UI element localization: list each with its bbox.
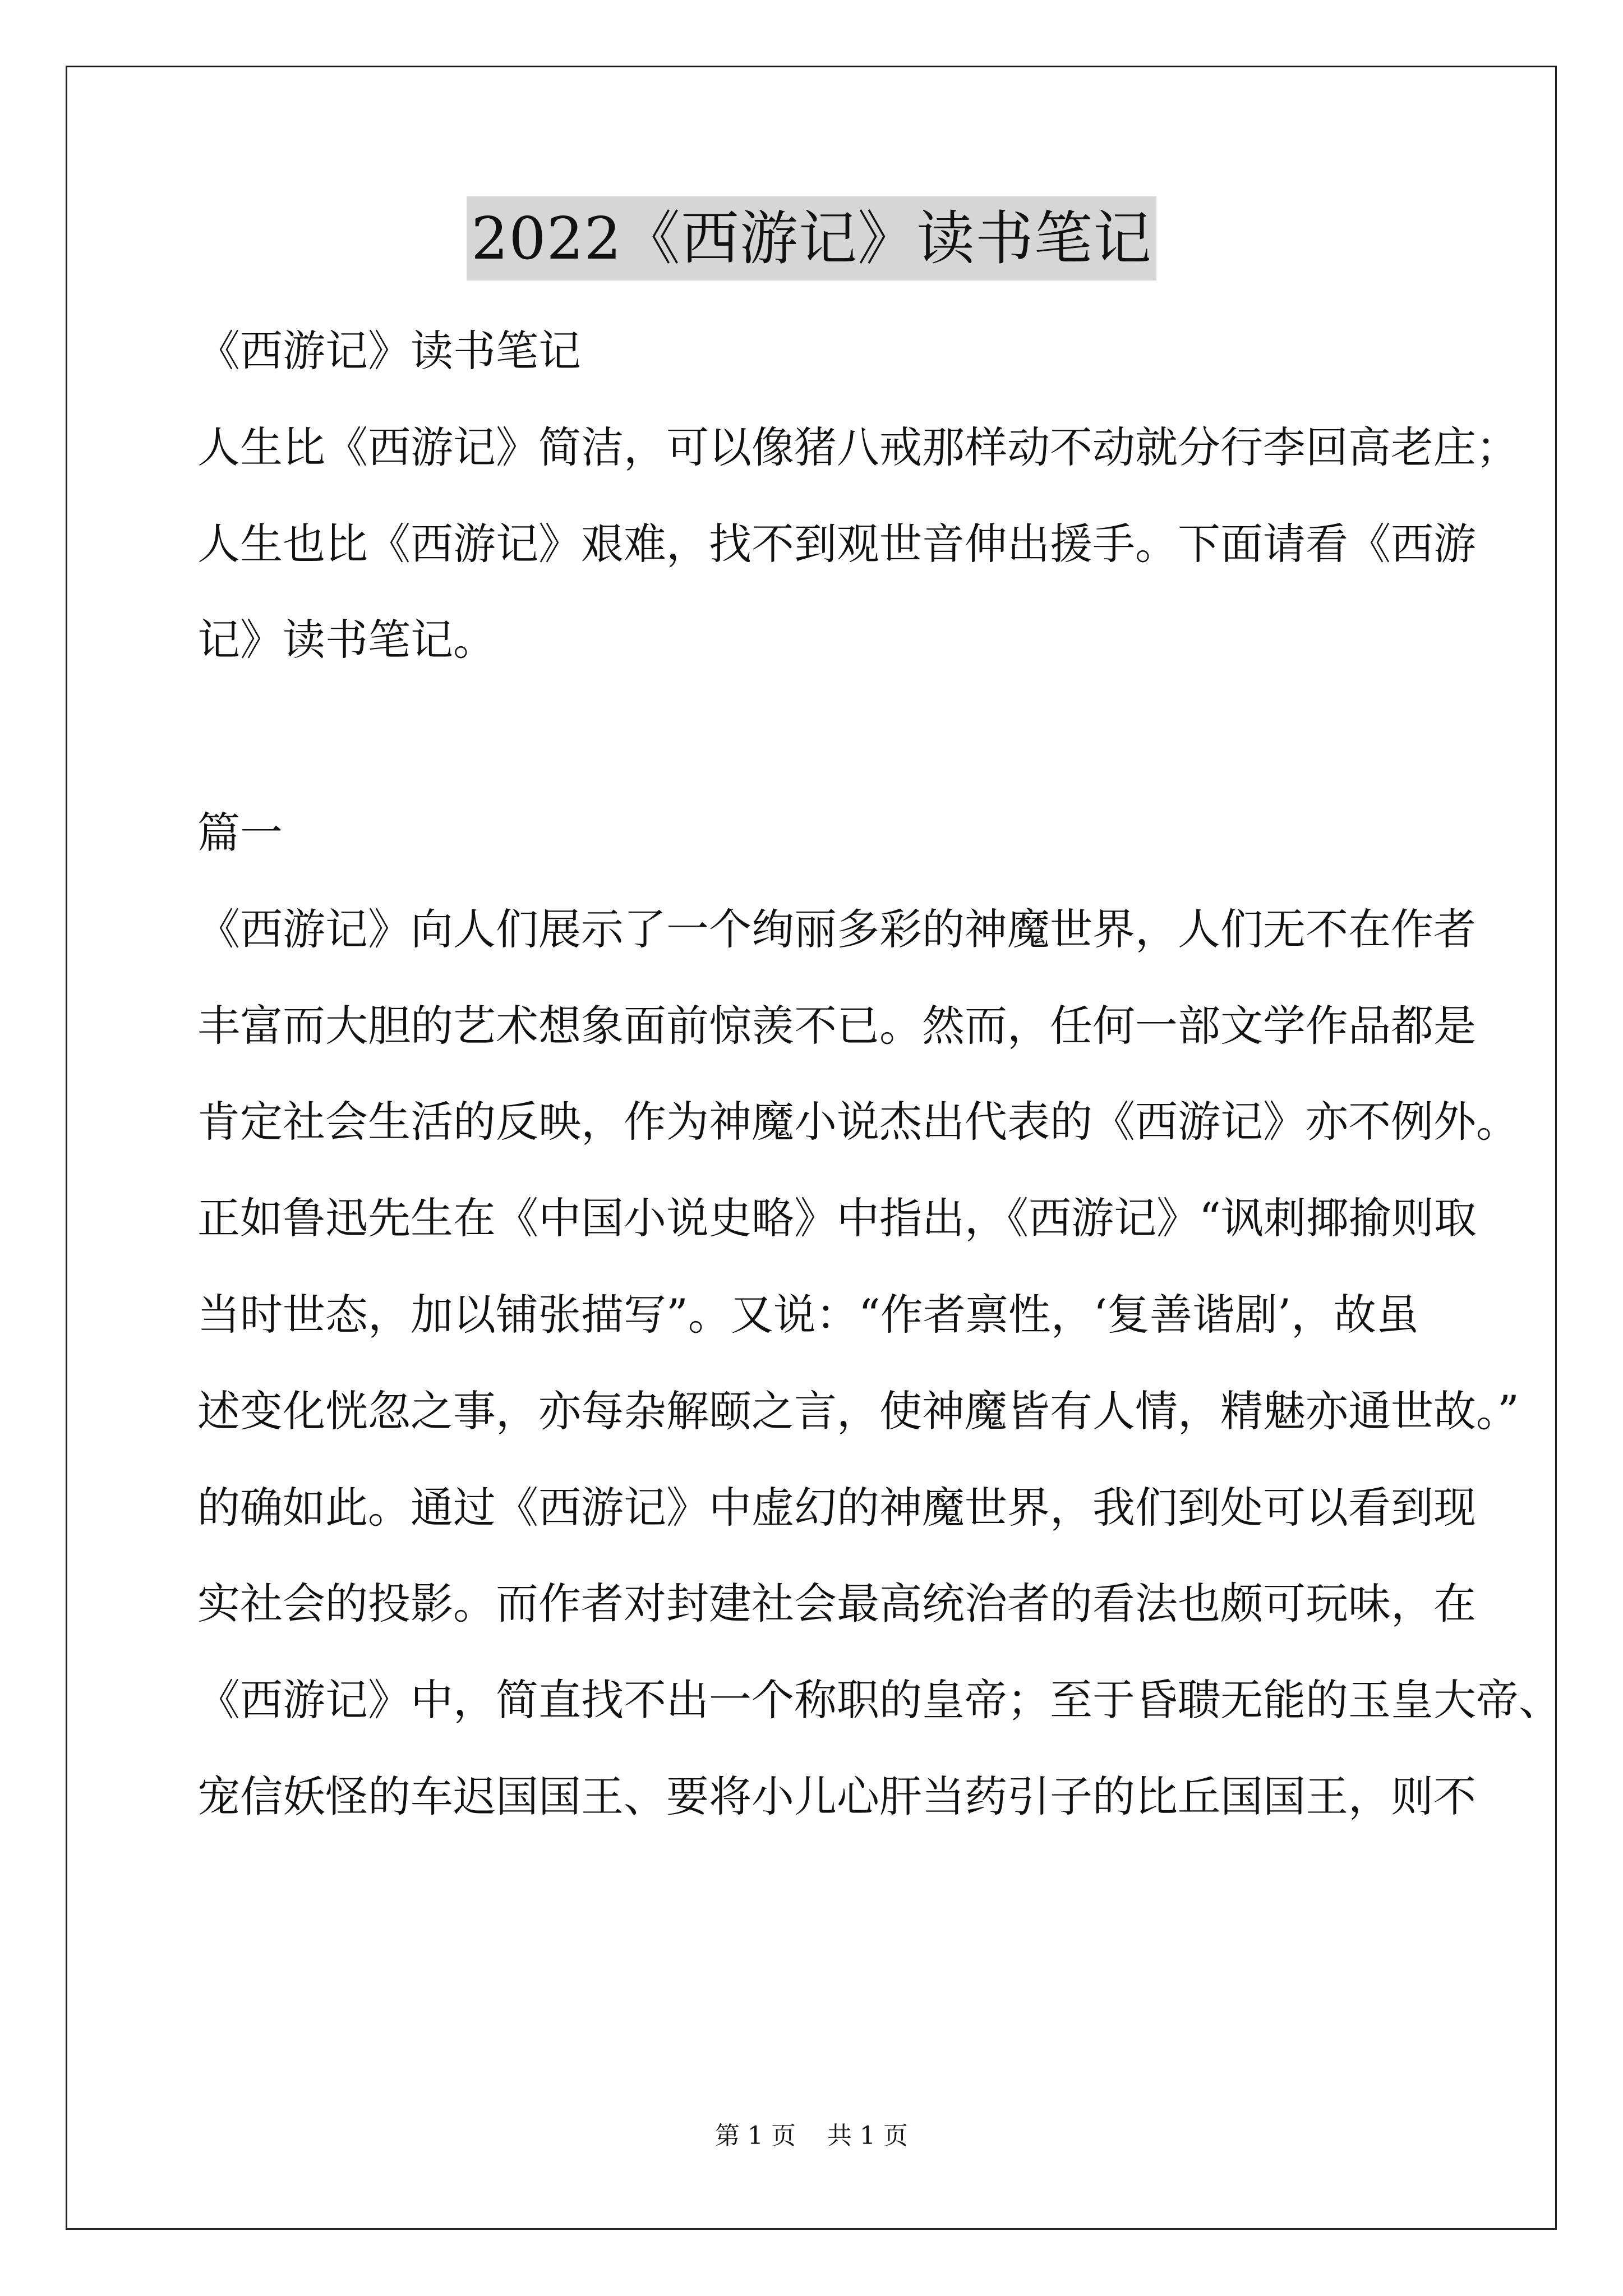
paragraph-line-5: 当时世态，加以铺张描写”。又说：“作者禀性，‘复善谐剧’，故虽 — [197, 1289, 1419, 1340]
paragraph-line-4: 正如鲁迅先生在《中国小说史略》中指出，《西游记》“讽刺揶揄则取 — [197, 1193, 1477, 1244]
paragraph-line-8: 实社会的投影。而作者对封建社会最高统治者的看法也颇可玩味，在 — [197, 1579, 1476, 1629]
blank-line — [197, 688, 1504, 785]
intro-line-3: 人生也比《西游记》艰难，找不到观世音伸出援手。下面请看《西游 — [197, 518, 1476, 569]
paragraph-line-3: 肯定社会生活的反映，作为神魔小说杰出代表的《西游记》亦不例外。 — [197, 1097, 1519, 1147]
paragraph-line-6: 述变化恍忽之事，亦每杂解颐之言，使神魔皆有人情，精魅亦通世故。” — [197, 1386, 1519, 1436]
paragraph-line-7: 的确如此。通过《西游记》中虚幻的神魔世界，我们到处可以看到现 — [197, 1482, 1476, 1533]
intro-line-4: 记》读书笔记。 — [197, 615, 496, 665]
paragraph-line-2: 丰富而大胆的艺术想象面前惊羡不已。然而，任何一部文学作品都是 — [197, 1000, 1476, 1051]
document-body — [197, 303, 1561, 1845]
page-footer: 第 1 页 共 1 页 — [715, 2122, 908, 2150]
paragraph-line-1: 《西游记》向人们展示了一个绚丽多彩的神魔世界，人们无不在作者 — [197, 904, 1476, 954]
document-title: 2022《西游记》读书笔记 — [467, 196, 1156, 280]
section-heading: 篇一 — [197, 807, 283, 858]
intro-line-1: 《西游记》读书笔记 — [197, 326, 581, 376]
title-wrap — [0, 196, 1623, 280]
paragraph-line-10: 宠信妖怪的车迟国国王、要将小儿心肝当药引子的比丘国国王，则不 — [197, 1771, 1476, 1821]
paragraph-line-9: 《西游记》中，简直找不出一个称职的皇帝；至于昏聩无能的玉皇大帝、 — [197, 1675, 1561, 1726]
intro-line-2: 人生比《西游记》简洁，可以像猪八戒那样动不动就分行李回高老庄； — [197, 422, 1519, 472]
